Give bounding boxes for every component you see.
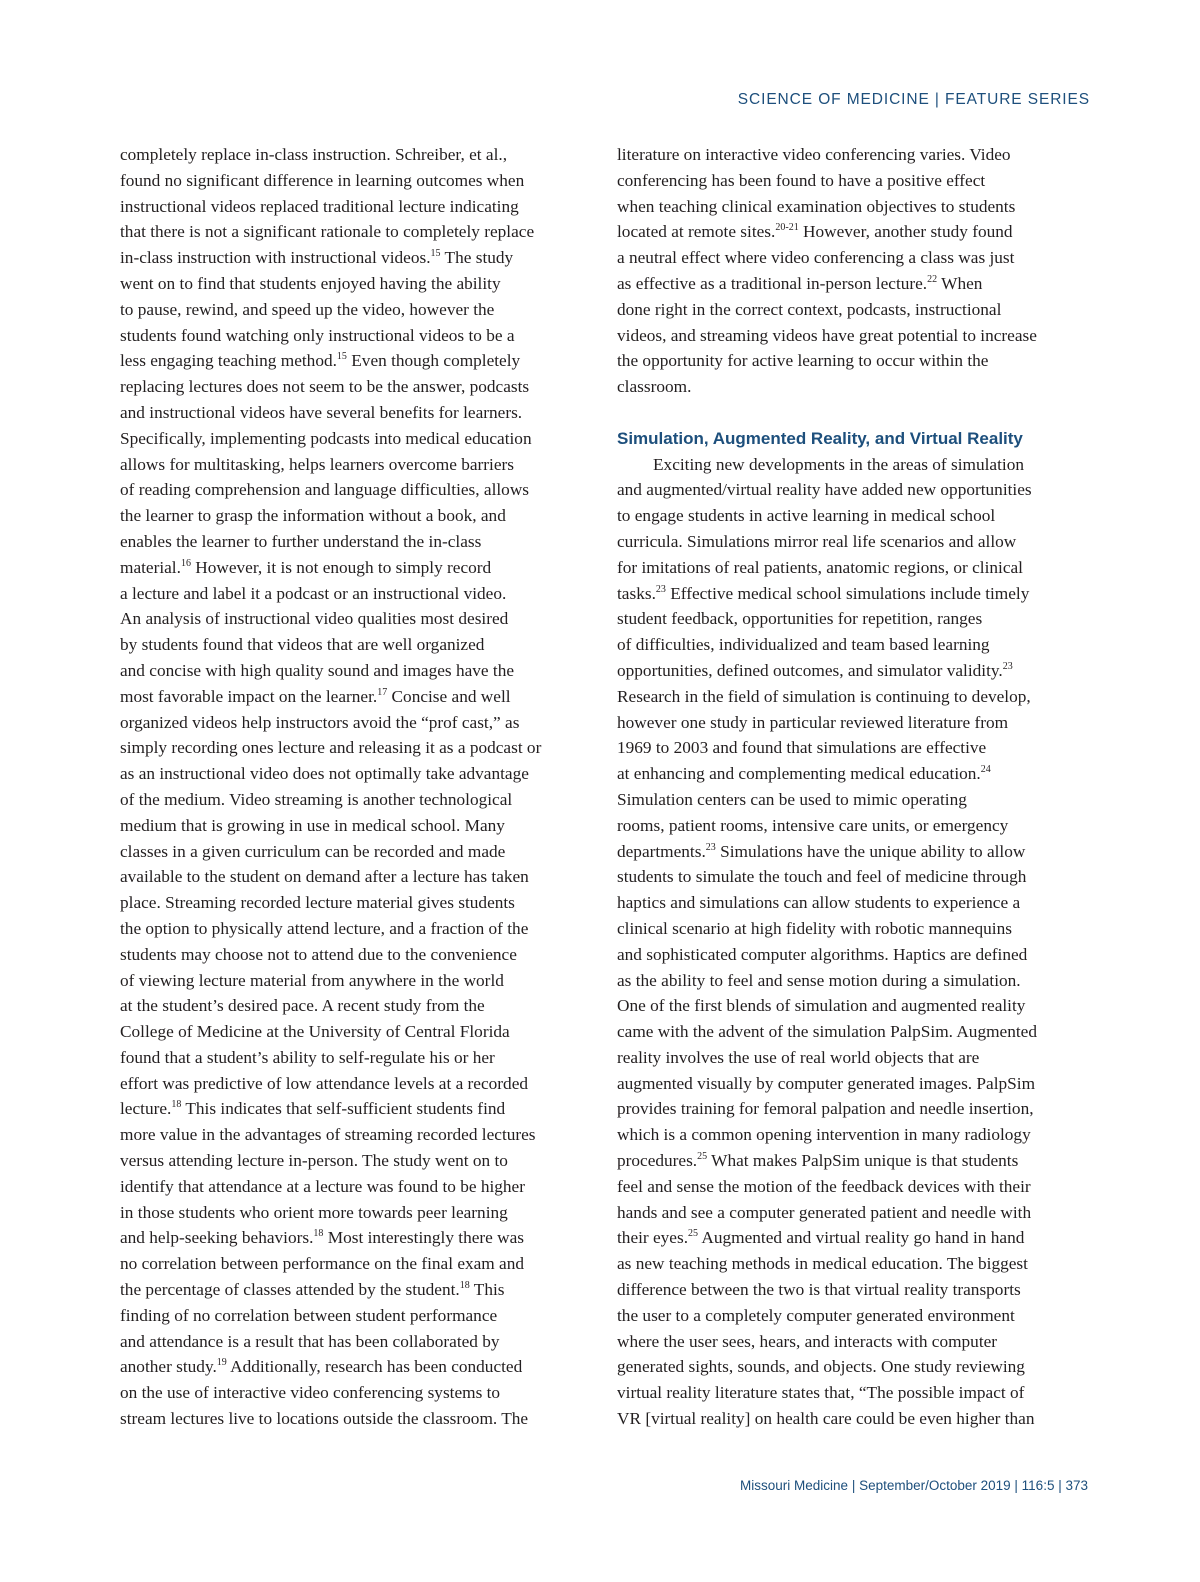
text-line: [617, 1122, 1097, 1148]
text-line: [120, 1303, 600, 1329]
page-footer-folio: Missouri Medicine | September/October 2019 | 116:5 | 373: [740, 1478, 1088, 1493]
text-segment: the opportunity for active learning to occur within the: [617, 351, 989, 371]
text-segment: curricula. Simulations mirror real life scenarios and allow: [617, 531, 1017, 551]
text-segment: in those students who orient more towards peer learning: [120, 1202, 508, 1222]
text-segment: as effective as a traditional in-person lecture.: [617, 273, 928, 293]
text-segment: that there is not a significant rationale to completely replace: [120, 222, 535, 242]
text-line: [120, 658, 600, 684]
text-segment: the option to physically attend lecture, and a fraction of the: [120, 918, 529, 938]
text-line: [617, 323, 1097, 349]
text-segment: lecture.: [120, 1099, 172, 1119]
text-segment: done right in the correct context, podcasts, instructional: [617, 299, 1002, 319]
text-line: [120, 684, 600, 710]
citation-superscript: 19: [216, 1357, 227, 1369]
text-segment: allows for multitasking, helps learners overcome barriers: [120, 454, 514, 474]
text-segment: classes in a given curriculum can be recorded and made: [120, 841, 506, 861]
citation-superscript: 24: [980, 764, 991, 776]
text-line: [617, 555, 1097, 581]
right-column-section-body: [617, 452, 1097, 1432]
text-line: [120, 1380, 600, 1406]
text-segment: went on to find that students enjoyed having the ability: [120, 273, 501, 293]
text-line: [120, 1122, 600, 1148]
text-line: [617, 968, 1097, 994]
text-segment: The study: [440, 248, 514, 268]
right-column: [617, 142, 1097, 1432]
text-segment: rooms, patient rooms, intensive care units, or emergency: [617, 815, 1009, 835]
text-segment: and augmented/virtual reality have added new opportunities: [617, 480, 1032, 500]
left-column: [120, 142, 600, 1432]
text-segment: came with the advent of the simulation PalpSim. Augmented: [617, 1022, 1037, 1042]
text-line: [617, 606, 1097, 632]
citation-superscript: 25: [688, 1228, 699, 1240]
text-segment: and attendance is a result that has been collaborated by: [120, 1331, 500, 1351]
text-line: [120, 787, 600, 813]
text-segment: This indicates that self-sufficient students find: [181, 1099, 506, 1119]
text-line: [617, 813, 1097, 839]
text-line: [617, 1045, 1097, 1071]
text-line: [617, 142, 1097, 168]
running-head: SCIENCE OF MEDICINE | FEATURE SERIES: [737, 91, 1090, 108]
text-line: [617, 787, 1097, 813]
citation-superscript: 20-21: [775, 222, 799, 234]
text-segment: tasks.: [617, 583, 656, 603]
text-segment: students found watching only instructional videos to be a: [120, 325, 515, 345]
citation-superscript: 23: [1002, 660, 1013, 672]
text-line: [120, 864, 600, 890]
text-line: [120, 1174, 600, 1200]
text-segment: found that a student’s ability to self-regulate his or her: [120, 1047, 495, 1067]
text-line: [120, 374, 600, 400]
citation-superscript: 23: [655, 583, 666, 595]
text-line: [120, 271, 600, 297]
text-segment: of reading comprehension and language difficulties, allows: [120, 480, 530, 500]
text-segment: a lecture and label it a podcast or an instructional video.: [120, 583, 507, 603]
text-line: [617, 271, 1097, 297]
text-line: [120, 219, 600, 245]
citation-superscript: 15: [336, 351, 347, 363]
text-segment: stream lectures live to locations outside the classroom. The: [120, 1409, 529, 1429]
text-segment: literature on interactive video conferencing varies. Video: [617, 145, 1011, 164]
text-line: [617, 1174, 1097, 1200]
text-segment: feel and sense the motion of the feedback devices with their: [617, 1176, 1031, 1196]
text-line: [617, 1277, 1097, 1303]
text-line: [617, 297, 1097, 323]
text-segment: Exciting new developments in the areas of simulation: [653, 454, 1024, 474]
text-line: [120, 993, 600, 1019]
text-line: [617, 245, 1097, 271]
text-segment: opportunities, defined outcomes, and simulator validity.: [617, 660, 1003, 680]
text-segment: of the medium. Video streaming is another technological: [120, 789, 513, 809]
text-segment: haptics and simulations can allow students to experience a: [617, 893, 1021, 913]
text-segment: provides training for femoral palpation and needle insertion,: [617, 1099, 1034, 1119]
text-line: [617, 194, 1097, 220]
section-heading: Simulation, Augmented Reality, and Virtual Reality: [617, 428, 1023, 448]
text-segment: however one study in particular reviewed literature from: [617, 712, 1009, 732]
text-segment: as new teaching methods in medical education. The biggest: [617, 1254, 1028, 1274]
text-segment: the user to a completely computer generated environment: [617, 1305, 1015, 1325]
text-line: [617, 839, 1097, 865]
text-segment: Simulation centers can be used to mimic operating: [617, 789, 967, 809]
text-segment: organized videos help instructors avoid the “prof cast,” as: [120, 712, 520, 732]
text-segment: to engage students in active learning in medical school: [617, 506, 996, 526]
text-segment: hands and see a computer generated patient and needle with: [617, 1202, 1032, 1222]
citation-superscript: 17: [377, 686, 388, 698]
text-line: [617, 1200, 1097, 1226]
citation-superscript: 18: [313, 1228, 324, 1240]
citation-superscript: 18: [459, 1280, 470, 1292]
text-segment: which is a common opening intervention in many radiology: [617, 1125, 1031, 1145]
citation-superscript: 15: [430, 248, 441, 260]
text-line: [617, 1406, 1097, 1432]
text-segment: and instructional videos have several benefits for learners.: [120, 402, 523, 422]
text-segment: augmented visually by computer generated images. PalpSim: [617, 1073, 1036, 1093]
text-segment: departments.: [617, 841, 706, 861]
text-line: [617, 942, 1097, 968]
text-segment: by students found that videos that are well organized: [120, 635, 485, 655]
text-segment: An analysis of instructional video qualities most desired: [120, 609, 509, 629]
text-segment: reality involves the use of real world objects that are: [617, 1047, 980, 1067]
text-segment: clinical scenario at high fidelity with robotic mannequins: [617, 918, 1012, 938]
text-segment: Concise and well: [387, 686, 511, 706]
text-segment: the percentage of classes attended by the student.: [120, 1280, 460, 1300]
text-line: [120, 581, 600, 607]
text-segment: at enhancing and complementing medical education.: [617, 764, 981, 784]
text-segment: more value in the advantages of streaming recorded lectures: [120, 1125, 536, 1145]
text-segment: their eyes.: [617, 1228, 689, 1248]
text-segment: Most interestingly there was: [323, 1228, 525, 1248]
text-line: [120, 168, 600, 194]
text-line: [617, 348, 1097, 374]
text-line: [617, 1380, 1097, 1406]
text-line: [120, 1329, 600, 1355]
text-line: [120, 426, 600, 452]
text-segment: Even though completely: [346, 351, 521, 371]
text-segment: student feedback, opportunities for repetition, ranges: [617, 609, 983, 629]
text-segment: Specifically, implementing podcasts into medical education: [120, 428, 532, 448]
text-line: [120, 323, 600, 349]
text-line: [120, 1019, 600, 1045]
text-line: [617, 1071, 1097, 1097]
text-line: [120, 968, 600, 994]
text-line: [617, 168, 1097, 194]
text-segment: versus attending lecture in-person. The study went on to: [120, 1151, 508, 1171]
text-line: [617, 684, 1097, 710]
text-segment: for imitations of real patients, anatomic regions, or clinical: [617, 557, 1023, 577]
text-segment: available to the student on demand after a lecture has taken: [120, 867, 529, 887]
text-segment: effort was predictive of low attendance levels at a recorded: [120, 1073, 528, 1093]
text-line: [617, 632, 1097, 658]
text-segment: However, another study found: [798, 222, 1013, 242]
text-segment: classroom.: [617, 377, 692, 397]
text-segment: 1969 to 2003 and found that simulations are effective: [617, 738, 987, 758]
text-line: [120, 503, 600, 529]
text-line: [617, 1096, 1097, 1122]
text-segment: Additionally, research has been conducted: [226, 1357, 523, 1377]
text-segment: place. Streaming recorded lecture material gives students: [120, 893, 515, 913]
text-segment: However, it is not enough to simply record: [190, 557, 492, 577]
text-line: [617, 658, 1097, 684]
text-line: [120, 1096, 600, 1122]
text-segment: VR [virtual reality] on health care could be even higher than: [617, 1409, 1035, 1429]
text-line: [617, 735, 1097, 761]
text-line: [617, 1251, 1097, 1277]
citation-superscript: 18: [171, 1099, 182, 1111]
text-line: [617, 1148, 1097, 1174]
text-line: [617, 1354, 1097, 1380]
text-segment: when teaching clinical examination objectives to students: [617, 196, 1016, 216]
text-segment: What makes PalpSim unique is that students: [707, 1151, 1019, 1171]
citation-superscript: 22: [927, 273, 938, 285]
text-segment: Simulations have the unique ability to allow: [715, 841, 1026, 861]
text-segment: conferencing has been found to have a positive effect: [617, 170, 986, 190]
text-segment: and help-seeking behaviors.: [120, 1228, 314, 1248]
text-line: [120, 813, 600, 839]
text-line: [617, 503, 1097, 529]
text-segment: identify that attendance at a lecture was found to be higher: [120, 1176, 525, 1196]
text-segment: difference between the two is that virtual reality transports: [617, 1280, 1021, 1300]
text-segment: no correlation between performance on the final exam and: [120, 1254, 525, 1274]
text-line: [120, 1251, 600, 1277]
text-line: [120, 1200, 600, 1226]
text-segment: where the user sees, hears, and interacts with computer: [617, 1331, 998, 1351]
text-segment: simply recording ones lecture and releasing it as a podcast or: [120, 738, 542, 758]
text-segment: When: [937, 273, 983, 293]
text-line: [120, 942, 600, 968]
text-line: [120, 400, 600, 426]
text-segment: virtual reality literature states that, “The possible impact of: [617, 1383, 1025, 1403]
text-line: [617, 761, 1097, 787]
text-segment: medium that is growing in use in medical school. Many: [120, 815, 505, 835]
citation-superscript: 16: [180, 557, 191, 569]
text-segment: the learner to grasp the information without a book, and: [120, 506, 506, 526]
text-line: [120, 606, 600, 632]
text-line: [120, 890, 600, 916]
text-line: [617, 864, 1097, 890]
text-line: [120, 245, 600, 271]
text-line: [617, 477, 1097, 503]
text-line: [120, 1277, 600, 1303]
text-segment: in-class instruction with instructional videos.: [120, 248, 431, 268]
text-segment: a neutral effect where video conferencing a class was just: [617, 248, 1015, 268]
text-segment: material.: [120, 557, 181, 577]
text-line: [120, 452, 600, 478]
text-line: [120, 761, 600, 787]
text-line: [617, 993, 1097, 1019]
citation-superscript: 23: [705, 841, 716, 853]
text-segment: students may choose not to attend due to the convenience: [120, 944, 517, 964]
text-line: [120, 632, 600, 658]
section-gap: [617, 400, 1097, 426]
text-line: [120, 1406, 600, 1432]
citation-superscript: 25: [697, 1151, 708, 1163]
text-line: [120, 916, 600, 942]
text-segment: found no significant difference in learning outcomes when: [120, 170, 525, 190]
text-segment: One of the first blends of simulation and augmented reality: [617, 996, 1026, 1016]
text-line: [120, 555, 600, 581]
text-segment: another study.: [120, 1357, 217, 1377]
text-segment: College of Medicine at the University of Central Florida: [120, 1022, 510, 1042]
text-segment: at the student’s desired pace. A recent study from the: [120, 996, 485, 1016]
text-segment: less engaging teaching method.: [120, 351, 337, 371]
text-segment: completely replace in-class instruction. Schreiber, et al.,: [120, 145, 508, 164]
text-line: [120, 194, 600, 220]
text-line: [617, 452, 1097, 478]
text-line: [120, 735, 600, 761]
text-segment: as the ability to feel and sense motion during a simulation.: [617, 970, 1021, 990]
text-segment: procedures.: [617, 1151, 698, 1171]
text-line: [120, 297, 600, 323]
text-segment: most favorable impact on the learner.: [120, 686, 378, 706]
text-line: [120, 1225, 600, 1251]
text-segment: generated sights, sounds, and objects. One study reviewing: [617, 1357, 1025, 1377]
text-line: [120, 1148, 600, 1174]
text-line: [617, 1019, 1097, 1045]
text-segment: instructional videos replaced traditional lecture indicating: [120, 196, 519, 216]
text-segment: videos, and streaming videos have great potential to increase: [617, 325, 1037, 345]
text-segment: Augmented and virtual reality go hand in hand: [698, 1228, 1025, 1248]
text-line: [617, 890, 1097, 916]
text-line: [120, 1045, 600, 1071]
text-line: [617, 916, 1097, 942]
text-line: [617, 581, 1097, 607]
text-segment: and concise with high quality sound and images have the: [120, 660, 515, 680]
text-segment: and sophisticated computer algorithms. Haptics are defined: [617, 944, 1028, 964]
text-segment: on the use of interactive video conferencing systems to: [120, 1383, 501, 1403]
text-segment: to pause, rewind, and speed up the video, however the: [120, 299, 495, 319]
text-segment: of viewing lecture material from anywhere in the world: [120, 970, 504, 990]
text-line: [617, 529, 1097, 555]
text-segment: This: [469, 1280, 505, 1300]
text-line: [120, 477, 600, 503]
text-segment: students to simulate the touch and feel of medicine through: [617, 867, 1027, 887]
text-segment: Research in the field of simulation is continuing to develop,: [617, 686, 1031, 706]
text-segment: located at remote sites.: [617, 222, 776, 242]
text-segment: of difficulties, individualized and team based learning: [617, 635, 990, 655]
text-segment: finding of no correlation between student performance: [120, 1305, 498, 1325]
text-segment: enables the learner to further understand the in-class: [120, 531, 482, 551]
text-line: [617, 710, 1097, 736]
text-line: [120, 529, 600, 555]
text-line: [120, 1071, 600, 1097]
text-line: [120, 1354, 600, 1380]
text-line: [617, 1225, 1097, 1251]
right-column-intro: [617, 142, 1097, 400]
text-segment: replacing lectures does not seem to be the answer, podcasts: [120, 377, 530, 397]
text-line: [617, 219, 1097, 245]
text-segment: as an instructional video does not optimally take advantage: [120, 764, 529, 784]
text-line: [120, 348, 600, 374]
text-segment: Effective medical school simulations include timely: [665, 583, 1030, 603]
text-line: [120, 142, 600, 168]
text-line: [120, 839, 600, 865]
text-line: [617, 374, 1097, 400]
text-line: [120, 710, 600, 736]
text-line: [617, 1329, 1097, 1355]
text-line: [617, 1303, 1097, 1329]
